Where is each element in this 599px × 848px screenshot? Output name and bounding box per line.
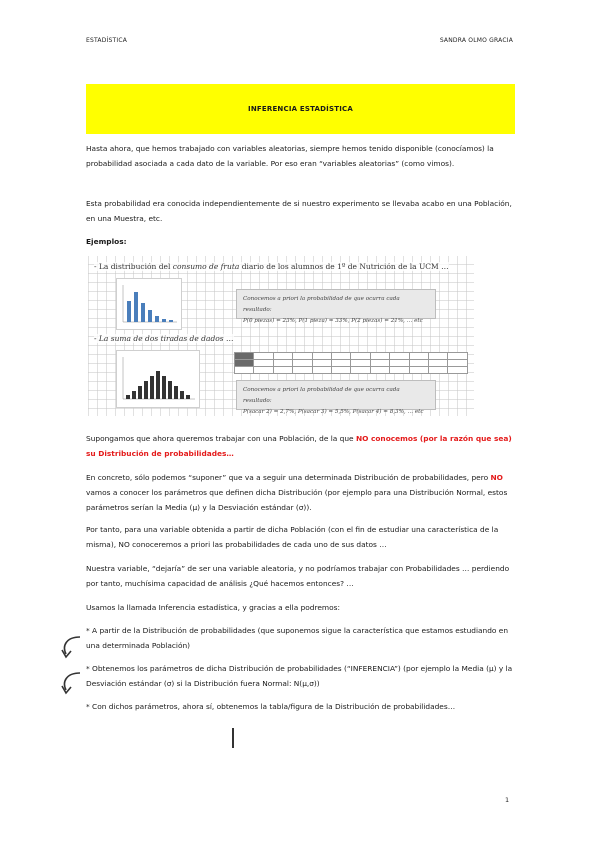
bullet-parameters: * Obtenemos los parámetros de dicha Distribución de probabilidades (“INFERENCIA”) (por ejemplo la Media (µ) y la Desviación estándar (σ) si la Distribución fuera Normal: N(µ,σ)) bbox=[86, 664, 513, 688]
dice-probability-note: Conocemos a priori la probabilidad de que ocurra cada resultado: P(sacar 2) = 2,7%, P(sacar 3) = 5,5%, P(sacar 4) = 8,3%, … etc bbox=[236, 380, 436, 410]
bullet-distribution: * A partir de la Distribución de probabilidades (que suponemos sigue la característica que estamos estudiando en una determinada Población) bbox=[86, 626, 509, 650]
curved-arrow-icon bbox=[58, 634, 84, 662]
fruit-bar-chart-icon bbox=[117, 279, 181, 329]
text-cursor bbox=[232, 728, 234, 748]
dice-probability-table bbox=[234, 352, 468, 374]
dice-histogram bbox=[116, 350, 200, 408]
fruit-histogram bbox=[116, 278, 182, 330]
running-header-left: ESTADÍSTICA bbox=[86, 37, 128, 44]
paragraph-intro: Hasta ahora, que hemos trabajado con variables aleatorias, siempre hemos tenido disponible (conocíamos) la probabilidad asociada a cada dato de la variable. Por eso eran “variables aleatorias” (como vimos). bbox=[86, 144, 494, 168]
paragraph-suppose-distribution: En concreto, sólo podemos “suponer” que va a seguir una determinada Distribución de probabilidades, pero NO vamos a conocer los parámetros que definen dicha Distribución (por ejemplo para una Distribución Normal, estos parámetros serían la Media (µ) y la Desviación estándar (σ)). bbox=[86, 473, 508, 512]
running-header-right: SANDRA OLMO GRACIA bbox=[439, 37, 513, 44]
paragraph-known-probability: Esta probabilidad era conocida independientemente de si nuestro experimento se llevaba acabo en una Población, en una Muestra, etc. bbox=[86, 199, 512, 223]
paragraph-what-now: Nuestra variable, “dejaría” de ser una variable aleatoria, y no podríamos trabajar con Probabilidades … perdiendo por tanto, muchísima capacidad de análisis ¿Qué hacemos entonces? … bbox=[86, 564, 510, 588]
bullet-table: * Con dichos parámetros, ahora sí, obtenemos la tabla/figura de la Distribución de probabilidades… bbox=[86, 702, 456, 711]
examples-figure bbox=[88, 256, 474, 416]
title-banner bbox=[86, 84, 515, 134]
paragraph-unknown-population: Supongamos que ahora queremos trabajar con una Población, de la que NO conocemos (por la razón que sea) su Distribución de probabilidades… bbox=[86, 434, 512, 458]
paragraph-unknown-probabilities: Por tanto, para una variable obtenida a partir de dicha Población (con el fin de estudiar una característica de la misma), NO conoceremos a priori las probabilidades de cada uno de sus datos … bbox=[86, 525, 499, 549]
page-title: INFERENCIA ESTADÍSTICA bbox=[248, 105, 353, 113]
dice-bar-chart-icon bbox=[117, 351, 199, 407]
examples-heading: Ejemplos: bbox=[86, 237, 127, 246]
fruit-probability-note: Conocemos a priori la probabilidad de que ocurra cada resultado: P(0 piezas) = 23%, P(1 pieza) = 33%, P(2 piezas) = 21%, … etc bbox=[236, 289, 436, 319]
page-number: 1 bbox=[505, 796, 510, 804]
example-dice-caption: - La suma de dos tiradas de dados … bbox=[94, 334, 234, 343]
paragraph-inference-intro: Usamos la llamada Inferencia estadística, y gracias a ella podremos: bbox=[86, 603, 340, 612]
example-fruit-caption: - La distribución del consumo de fruta diario de los alumnos de 1º de Nutrición de la UCM … bbox=[94, 262, 449, 271]
curved-arrow-icon bbox=[58, 670, 84, 698]
